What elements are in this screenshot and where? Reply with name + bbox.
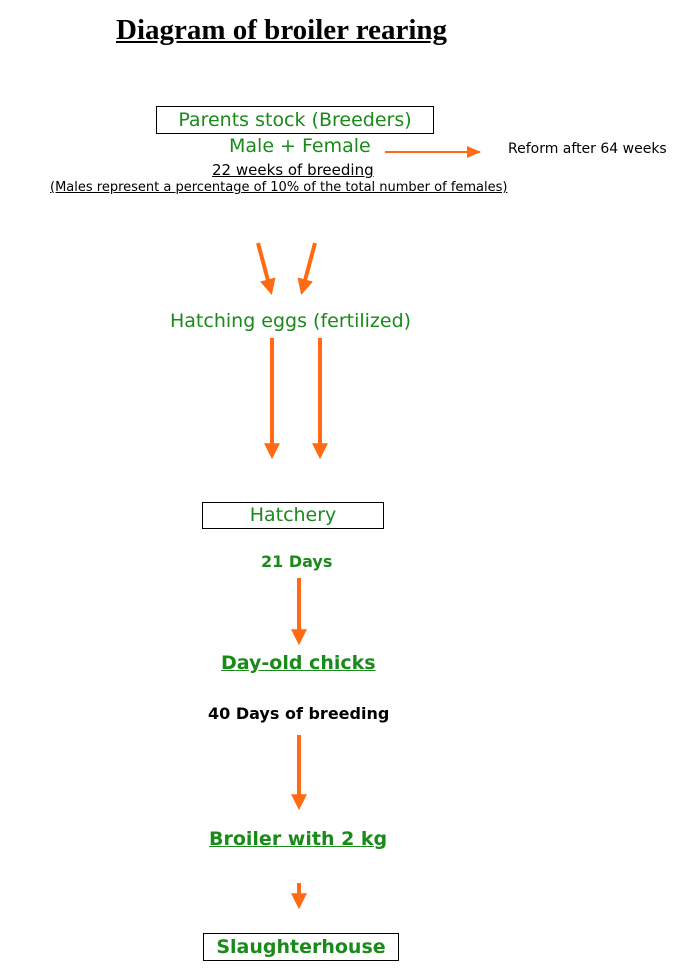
male-female-label: Male + Female — [229, 135, 371, 157]
hatchery-label: Hatchery — [249, 504, 337, 526]
day-old-chicks-label: Day-old chicks — [221, 652, 376, 674]
hatchery-box — [202, 502, 384, 529]
breeding-weeks-label: 22 weeks of breeding — [212, 161, 374, 179]
incubation-days-label: 21 Days — [261, 552, 333, 571]
slaughterhouse-label: Slaughterhouse — [216, 936, 386, 958]
parents-stock-box — [156, 106, 434, 134]
males-percentage-note: (Males represent a percentage of 10% of the total number of females) — [50, 180, 508, 195]
female-to-eggs-arrow — [303, 243, 315, 288]
reform-label: Reform after 64 weeks — [508, 141, 667, 157]
broiler-label: Broiler with 2 kg — [209, 828, 388, 850]
slaughterhouse-box — [203, 933, 399, 961]
breeding-days-label: 40 Days of breeding — [208, 704, 390, 723]
male-to-eggs-arrow — [258, 243, 270, 288]
parents-stock-label: Parents stock (Breeders) — [178, 109, 412, 131]
hatching-eggs-label: Hatching eggs (fertilized) — [170, 310, 412, 332]
diagram-title: Diagram of broiler rearing — [116, 14, 448, 46]
